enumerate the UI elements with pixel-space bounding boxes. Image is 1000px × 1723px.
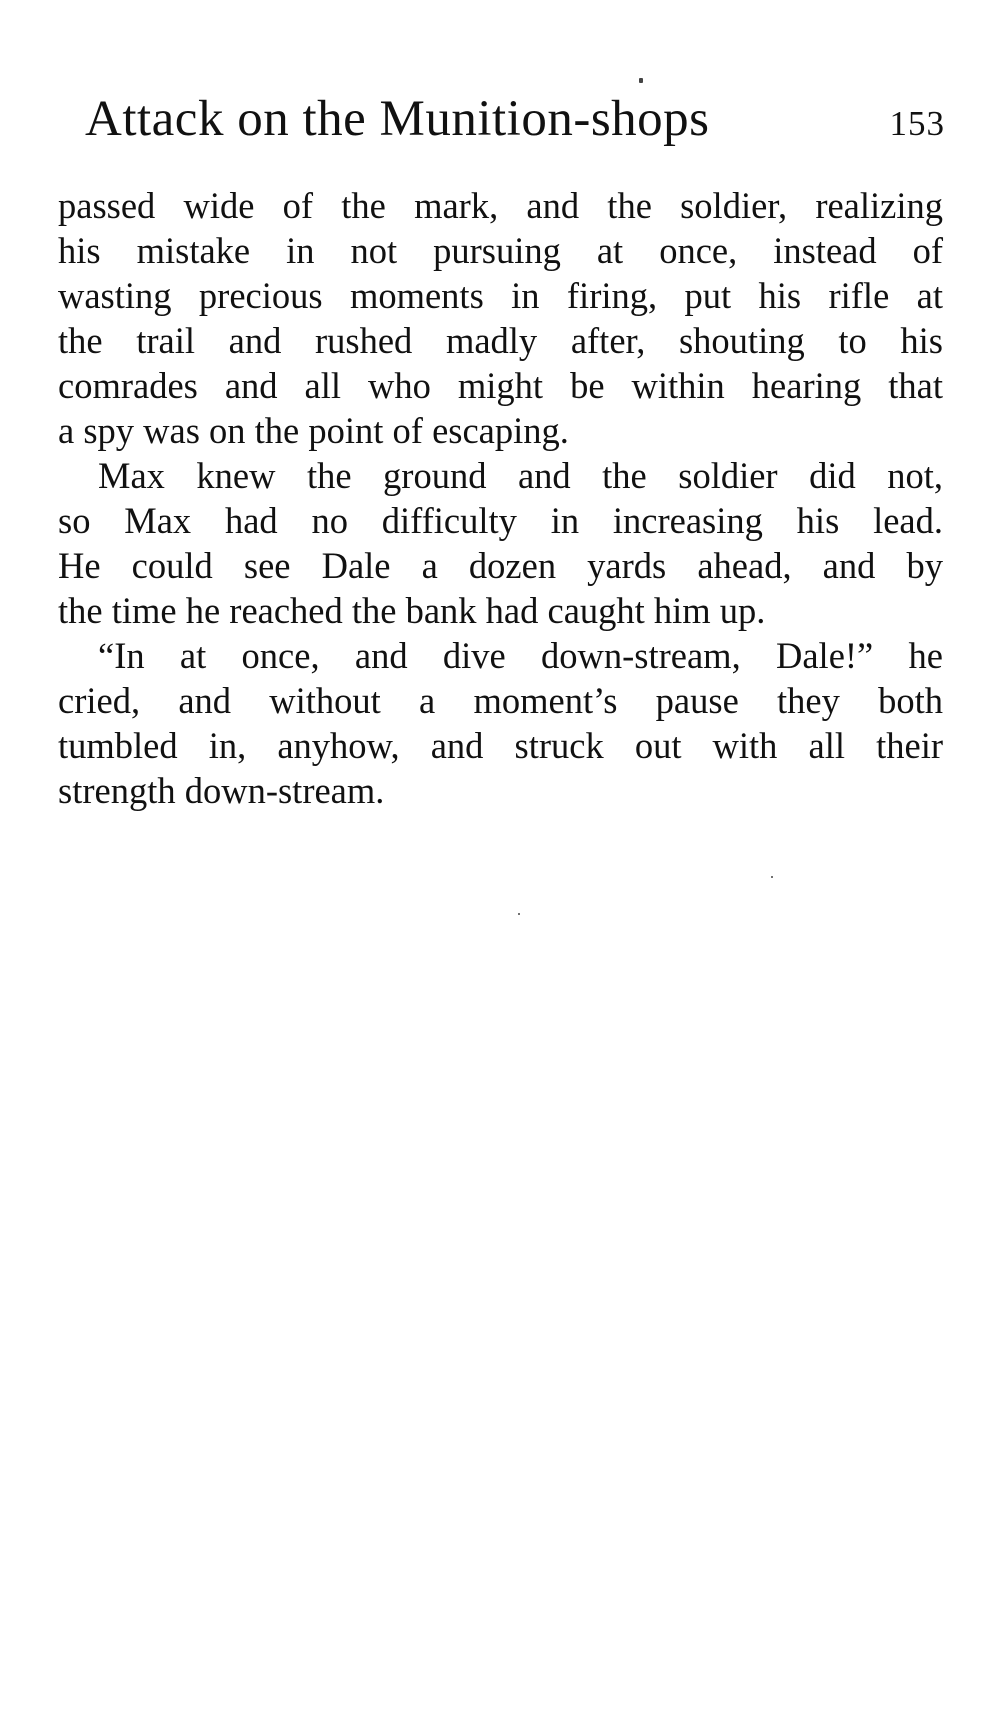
- text-line: comrades and all who might be within hearing that: [58, 365, 943, 406]
- body-text: [58, 183, 943, 813]
- text-line: his mistake in not pursuing at once, instead of: [58, 230, 943, 271]
- text-line: so Max had no difficulty in increasing his lead.: [58, 500, 943, 541]
- text-line: a spy was on the point of escaping.: [58, 410, 569, 451]
- text-line-paragraph-start: Max knew the ground and the soldier did not,: [98, 455, 943, 496]
- text-line-paragraph-start: “In at once, and dive down-stream, Dale!” he: [98, 635, 943, 676]
- text-line: cried, and without a moment’s pause they both: [58, 680, 943, 721]
- text-line: strength down-stream.: [58, 770, 385, 811]
- running-head: [85, 84, 945, 154]
- text-line: tumbled in, anyhow, and struck out with all their: [58, 725, 943, 766]
- running-title: Attack on the Munition-shops: [85, 91, 710, 147]
- text-line: wasting precious moments in firing, put his rifle at: [58, 275, 943, 316]
- text-line: the time he reached the bank had caught him up.: [58, 590, 766, 631]
- text-line: He could see Dale a dozen yards ahead, and by: [58, 545, 943, 586]
- text-line: passed wide of the mark, and the soldier, realizing: [58, 185, 943, 226]
- page-number: 153: [889, 104, 945, 143]
- print-speck: [518, 913, 520, 915]
- text-line: the trail and rushed madly after, shouting to his: [58, 320, 943, 361]
- print-speck: [771, 876, 773, 878]
- print-speck: [639, 78, 643, 83]
